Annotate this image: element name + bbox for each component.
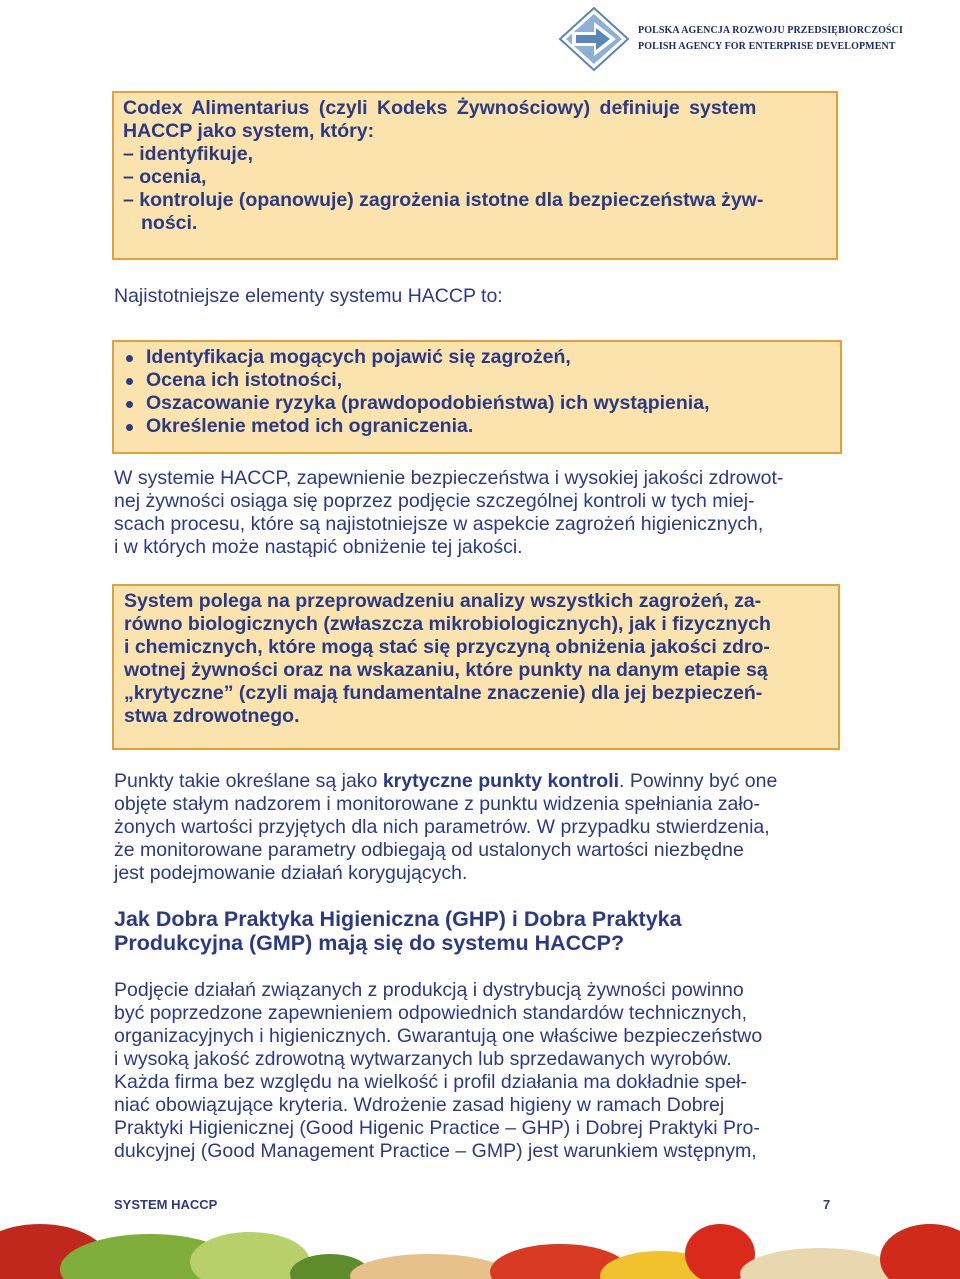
agency-name-pl: POLSKA AGENCJA ROZWOJU PRZEDSIĘBIORCZOŚCI [638, 25, 903, 36]
paragraph-text: . Powinny być one [619, 770, 778, 792]
list-item: Ocena ich istotności, [124, 369, 830, 392]
codex-definition-line2: HACCP jako system, który: [123, 120, 375, 142]
paragraph-line [114, 770, 832, 793]
page-number: 7 [823, 1197, 831, 1212]
agency-name-en: POLISH AGENCY FOR ENTERPRISE DEVELOPMENT [638, 41, 896, 52]
elements-heading: Najistotniejsze elementy systemu HACCP to: [114, 285, 503, 307]
haccp-paragraph [114, 467, 832, 559]
list-item: – ocenia, [123, 166, 207, 188]
paragraph-line: żonych wartości przyjętych dla nich parametrów. W przypadku stwierdzenia, [114, 816, 770, 838]
critical-points-term: krytyczne punkty kontroli [382, 770, 620, 792]
paragraph-line: Każda firma bez względu na wielkość i profil działania ma dokładnie speł- [114, 1071, 747, 1093]
paragraph-line: wotnej żywności oraz na wskazaniu, które punkty na danym etapie są [124, 659, 768, 681]
ghp-gmp-paragraph [114, 979, 832, 1163]
paragraph-line: „krytyczne” (czyli mają fundamentalne znaczenie) dla jej bezpieczeń- [124, 682, 763, 704]
elements-box [112, 340, 842, 454]
list-item: – kontroluje (opanowuje) zagrożenia istotne dla bezpieczeństwa żyw- [123, 189, 764, 211]
paragraph-line: organizacyjnych i higienicznych. Gwarantują one właściwe bezpieczeństwo [114, 1025, 763, 1047]
paragraph-line: i chemicznych, które mogą stać się przyczyną obniżenia jakości zdro- [124, 636, 770, 658]
system-analysis-box [112, 584, 840, 750]
agency-logo-icon [558, 6, 630, 72]
paragraph-text: Punkty takie określane są jako [114, 770, 383, 792]
paragraph-line: Praktyki Higienicznej (Good Higenic Practice – GHP) i Dobrej Praktyki Pro- [114, 1117, 760, 1139]
paragraph-line: scach procesu, które są najistotniejsze w aspekcie zagrożeń higienicznych, [114, 513, 764, 535]
paragraph-line: W systemie HACCP, zapewnienie bezpieczeństwa i wysokiej jakości zdrowot- [114, 467, 784, 489]
paragraph-line: stwa zdrowotnego. [124, 705, 300, 727]
ghp-gmp-heading [114, 907, 832, 955]
paragraph-line: że monitorowane parametry odbiegają od ustalonych wartości niezbędne [114, 839, 744, 861]
list-item: Identyfikacja mogących pojawić się zagrożeń, [124, 346, 830, 369]
codex-definition-line1: Codex Alimentarius (czyli Kodeks Żywnościowy) definiuje system [123, 97, 757, 119]
list-item: – identyfikuje, [123, 143, 254, 165]
paragraph-line: i w których może nastąpić obniżenie tej jakości. [114, 536, 523, 558]
footer-title: SYSTEM HACCP [114, 1197, 218, 1212]
paragraph-line: jest podejmowanie działań korygujących. [114, 862, 468, 884]
paragraph-line: dukcyjnej (Good Management Practice – GMP) jest warunkiem wstępnym, [114, 1140, 757, 1162]
paragraph-line: i wysoką jakość zdrowotną wytwarzanych lub sprzedawanych wyrobów. [114, 1048, 732, 1070]
list-item: Oszacowanie ryzyka (prawdopodobieństwa) ich wystąpienia, [124, 392, 830, 415]
paragraph-line: niać obowiązujące kryteria. Wdrożenie zasad higieny w ramach Dobrej [114, 1094, 725, 1116]
critical-points-paragraph [114, 770, 832, 885]
codex-definition-box [112, 91, 838, 260]
paragraph-line: być poprzedzone zapewnieniem odpowiednich standardów technicznych, [114, 1002, 748, 1024]
paragraph-line: System polega na przeprowadzeniu analizy wszystkich zagrożeń, za- [124, 590, 762, 612]
paragraph-line: objęte stałym nadzorem i monitorowane z punktu widzenia spełniania zało- [114, 793, 761, 815]
paragraph-line: Podjęcie działań związanych z produkcją i dystrybucją żywności powinno [114, 979, 744, 1001]
heading-line: Jak Dobra Praktyka Higieniczna (GHP) i Dobra Praktyka [114, 907, 682, 931]
vegetables-illustration [0, 1214, 960, 1279]
list-item: Określenie metod ich ograniczenia. [124, 415, 830, 438]
paragraph-line: nej żywności osiąga się poprzez podjęcie szczególnej kontroli w tych miej- [114, 490, 755, 512]
heading-line: Produkcyjna (GMP) mają się do systemu HACCP? [114, 931, 625, 955]
list-item: ności. [141, 212, 198, 234]
paragraph-line: równo biologicznych (zwłaszcza mikrobiologicznych), jak i fizycznych [124, 613, 771, 635]
